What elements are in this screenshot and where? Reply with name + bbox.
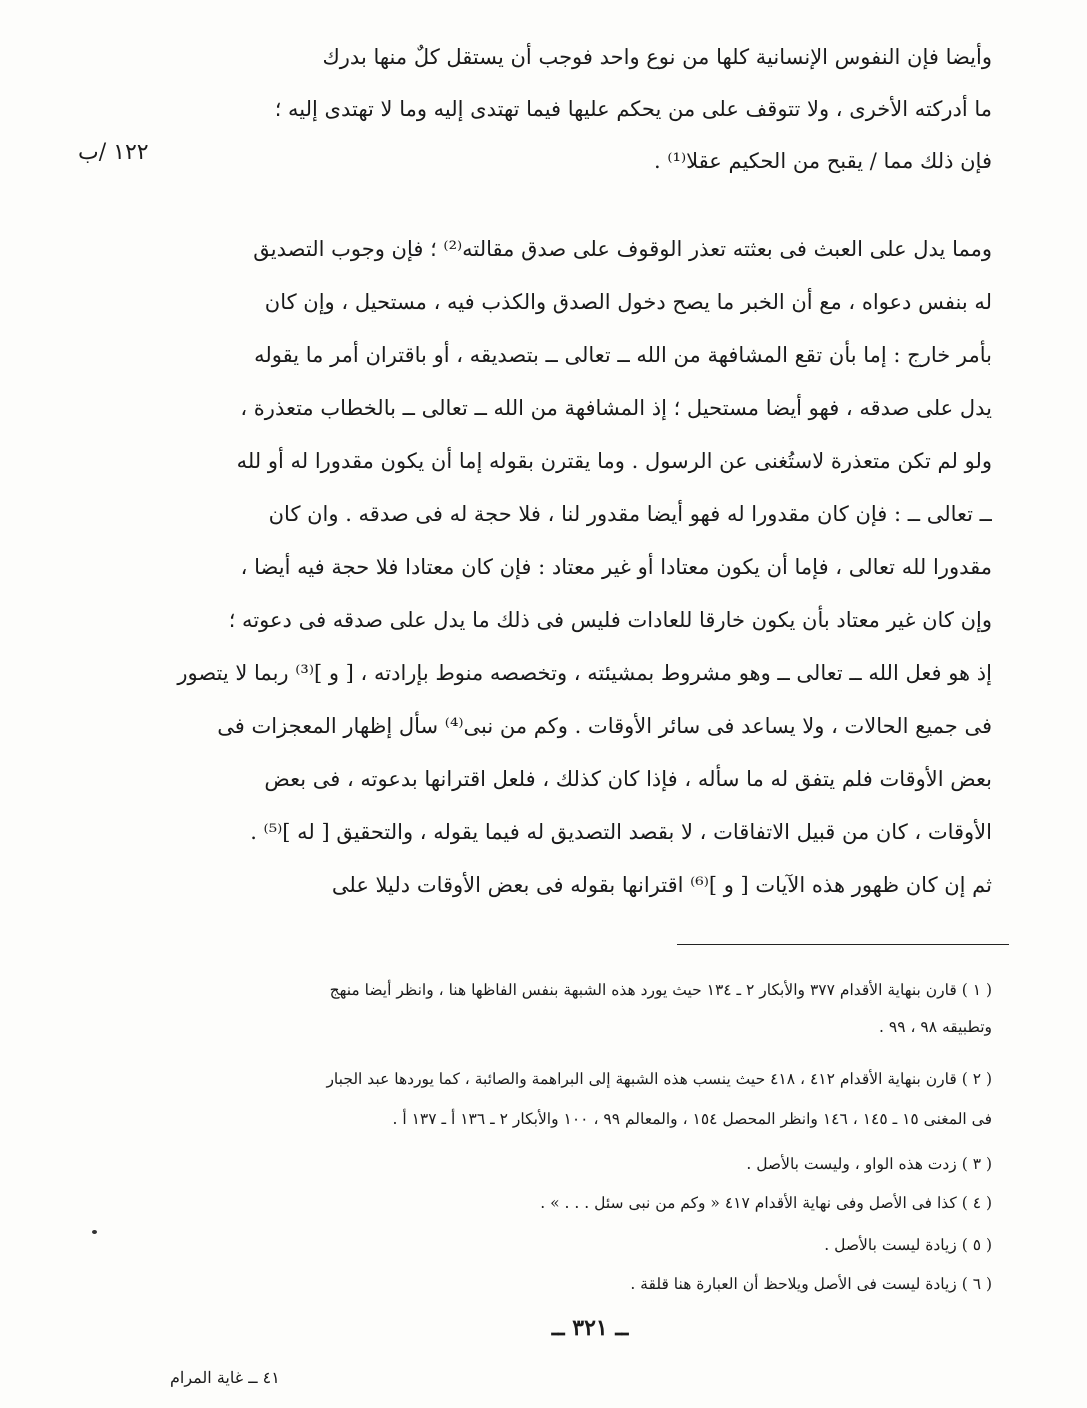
- paragraph-2-line-8: وإن كان غير معتاد بأن يكون خارقا للعادات فليس فى ذلك ما يدل على صدقه فى دعوته ؛: [228, 608, 992, 632]
- paragraph-2-line-11: بعض الأوقات فلم يتفق له ما سأله ، فإذا كان كذلك ، فلعل اقترانها بدعوته ، فى بعض: [264, 767, 992, 791]
- footnote-2-line-1: ( ٢ ) قارن بنهاية الأقدام ٤١٢ ، ٤١٨ حيث ينسب هذه الشبهة إلى البراهمة والصائبة ، كما يوردها عبد الجبار: [326, 1070, 992, 1088]
- paragraph-2-line-9: إذ هو فعل الله ــ تعالى ــ وهو مشروط بمشيئته ، وتخصصه منوط بإرادته ، [ و ]⁽³⁾ ربما لا يتصور: [177, 661, 992, 685]
- footnote-6: ( ٦ ) زيادة ليست فى الأصل ويلاحظ أن العبارة هنا قلقة .: [630, 1275, 992, 1293]
- paragraph-2-line-5: ولو لم تكن متعذرة لاستُغنى عن الرسول . وما يقترن بقوله إما أن يكون مقدورا له أو لله: [236, 449, 992, 473]
- paragraph-1-line-3: فإن ذلك مما / يقبح من الحكيم عقلا⁽¹⁾ .: [654, 149, 992, 173]
- paragraph-2-line-10: فى جميع الحالات ، ولا يساعد فى سائر الأوقات . وكم من نبى⁽⁴⁾ سأل إظهار المعجزات فى: [217, 714, 992, 738]
- printer-signature: ٤١ ــ غاية المرام: [170, 1368, 280, 1387]
- paragraph-2-line-12: الأوقات ، كان من قبيل الاتفاقات ، لا بقصد التصديق له فيما يقوله ، والتحقيق [ له ]⁽⁵⁾ .: [250, 820, 992, 844]
- paragraph-3-line-1: ثم إن كان ظهور هذه الآيات [ و ]⁽⁶⁾ اقترانها بقوله فى بعض الأوقات دليلا على: [331, 873, 992, 897]
- paragraph-2-line-1: ومما يدل على العبث فى بعثته تعذر الوقوف على صدق مقالته⁽²⁾ ؛ فإن وجوب التصديق: [253, 237, 992, 261]
- paragraph-1-line-1: وأيضا فإن النفوس الإنسانية كلها من نوع واحد فوجب أن يستقل كلٌ منها بدرك: [322, 45, 992, 69]
- footnote-3: ( ٣ ) زدت هذه الواو ، وليست بالأصل .: [746, 1155, 992, 1173]
- scan-speck: [92, 1230, 97, 1234]
- paragraph-2-line-3: بأمر خارج : إما بأن تقع المشافهة من الله ــ تعالى ــ بتصديقه ، أو باقتران أمر ما يقوله: [254, 343, 992, 367]
- footnote-separator: [677, 944, 1009, 945]
- paragraph-2-line-7: مقدورا لله تعالى ، فإما أن يكون معتادا أو غير معتاد : فإن كان معتادا فلا حجة فيه أيضا ،: [240, 555, 992, 579]
- paragraph-2-line-4: يدل على صدقه ، فهو أيضا مستحيل ؛ إذ المشافهة من الله ــ تعالى ــ بالخطاب متعذرة ،: [240, 396, 992, 420]
- paragraph-1-line-2: ما أدركته الأخرى ، ولا تتوقف على من يحكم عليها فيما تهتدى إليه وما لا تهتدى إليه ؛: [274, 97, 992, 121]
- folio-margin-note: ١٢٢ /ب: [78, 140, 149, 165]
- page-number: ــ ٣٢١ ــ: [551, 1315, 629, 1341]
- footnote-4: ( ٤ ) كذا فى الأصل وفى نهاية الأقدام ٤١٧ « وكم من نبى سئل . . . » .: [540, 1194, 992, 1212]
- footnote-5: ( ٥ ) زيادة ليست بالأصل .: [824, 1236, 992, 1254]
- footnote-1-line-1: ( ١ ) قارن بنهاية الأقدام ٣٧٧ والأبكار ٢ ـ ١٣٤ حيث يورد هذه الشبهة بنفس الفاظها هنا ، وانظر أيضا منهج: [329, 981, 992, 999]
- footnote-1-line-2: وتطبيقه ٩٨ ، ٩٩ .: [879, 1018, 992, 1036]
- paragraph-2-line-6: ــ تعالى ــ : فإن كان مقدورا له فهو أيضا مقدور لنا ، فلا حجة له فى صدقه . وان كان: [268, 502, 992, 526]
- footnote-2-line-2: فى المغنى ١٥ ـ ١٤٥ ، ١٤٦ وانظر المحصل ١٥٤ ، والمعالم ٩٩ ، ١٠٠ والأبكار ٢ ـ ١٣٦ أ ـ ١٣٧ أ .: [392, 1110, 992, 1128]
- paragraph-2-line-2: له بنفس دعواه ، مع أن الخبر ما يصح دخول الصدق والكذب فيه ، مستحيل ، وإن كان: [264, 290, 992, 314]
